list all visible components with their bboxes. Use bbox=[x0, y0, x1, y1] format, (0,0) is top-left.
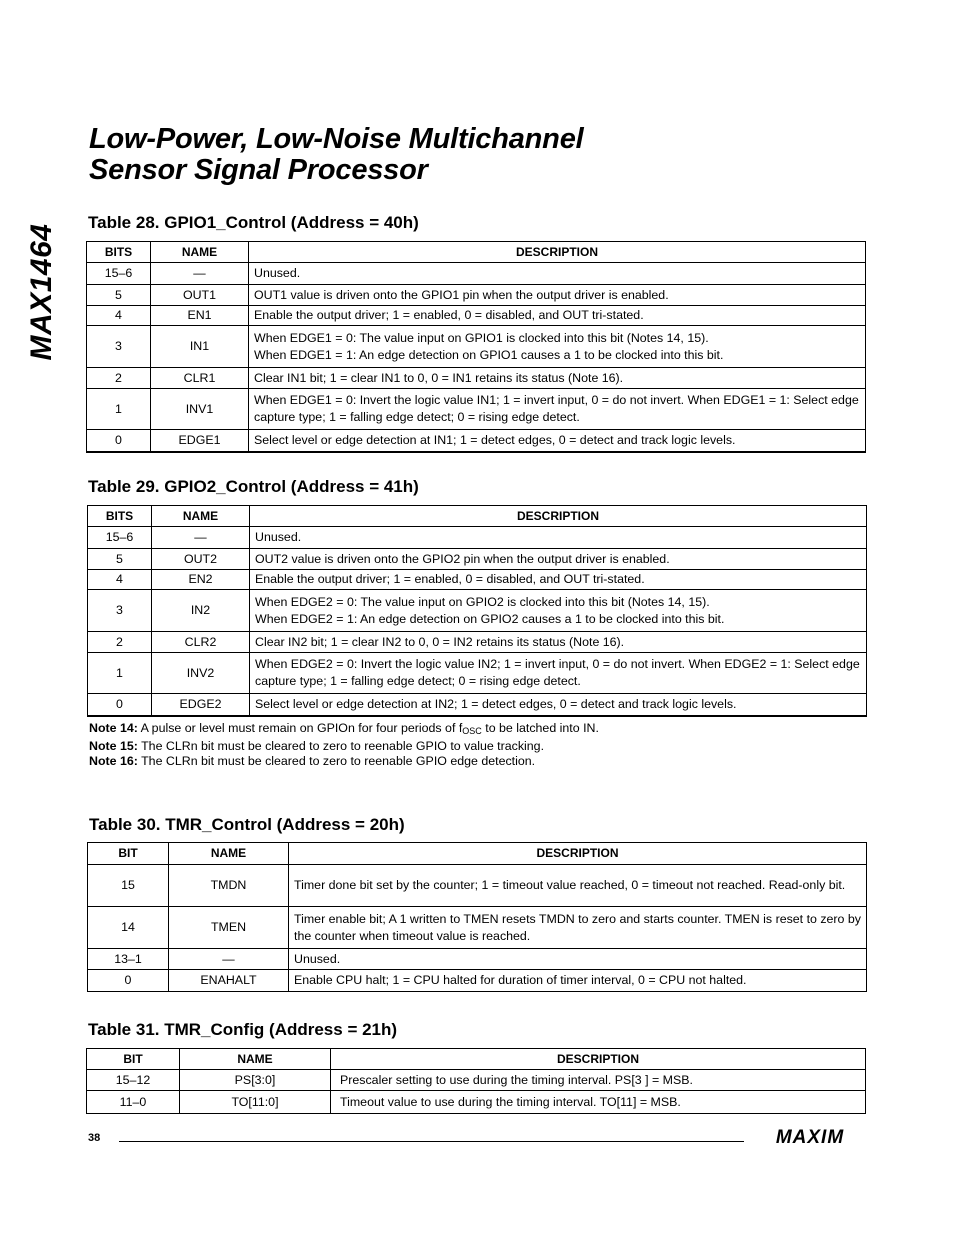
table-header-row bbox=[87, 242, 866, 263]
cell-bits: 15 bbox=[88, 865, 169, 907]
table30 bbox=[87, 842, 867, 992]
cell-description: Timer enable bit; A 1 written to TMEN resets TMDN to zero and starts counter. TMEN is reset to zero by the counter when timeout value is reached. bbox=[289, 907, 867, 949]
table31-caption: Table 31. TMR_Config (Address = 21h) bbox=[88, 1020, 398, 1039]
table-row bbox=[88, 949, 867, 970]
table-row bbox=[88, 527, 867, 549]
table28 bbox=[86, 241, 866, 453]
cell-bits: 2 bbox=[88, 632, 152, 653]
cell-name: PS[3:0] bbox=[180, 1070, 331, 1091]
table-row bbox=[87, 285, 866, 306]
cell-bits: 15–6 bbox=[88, 527, 152, 549]
table-row bbox=[88, 653, 867, 694]
table-row bbox=[87, 1091, 866, 1114]
note-15 bbox=[89, 739, 599, 754]
cell-name: CLR1 bbox=[151, 368, 249, 389]
col-header-name: NAME bbox=[151, 242, 249, 263]
col-header-name: NAME bbox=[180, 1049, 331, 1070]
maxim-logo bbox=[756, 1127, 864, 1145]
cell-name: INV2 bbox=[152, 653, 250, 694]
cell-description bbox=[249, 326, 866, 368]
table-header-row bbox=[88, 506, 867, 527]
cell-bits: 11–0 bbox=[87, 1091, 180, 1114]
table28-caption: Table 28. GPIO1_Control (Address = 40h) bbox=[88, 213, 419, 232]
table-header-row bbox=[87, 1049, 866, 1070]
table-row bbox=[88, 694, 867, 716]
table-header-row bbox=[88, 843, 867, 865]
cell-name: TO[11:0] bbox=[180, 1091, 331, 1114]
description-line: When EDGE1 = 0: The value input on GPIO1 is clocked into this bit (Notes 14, 15). bbox=[254, 330, 709, 345]
table31 bbox=[86, 1048, 866, 1114]
col-header-description: DESCRIPTION bbox=[249, 242, 866, 263]
cell-bits: 0 bbox=[88, 970, 169, 992]
cell-bits: 13–1 bbox=[88, 949, 169, 970]
table29 bbox=[87, 505, 867, 717]
cell-name: OUT1 bbox=[151, 285, 249, 306]
note-14 bbox=[89, 721, 599, 739]
part-number: MAX1464 bbox=[25, 223, 58, 361]
cell-bits: 2 bbox=[87, 368, 151, 389]
cell-description: OUT1 value is driven onto the GPIO1 pin when the output driver is enabled. bbox=[249, 285, 866, 306]
cell-description: Clear IN2 bit; 1 = clear IN2 to 0, 0 = IN2 retains its status (Note 16). bbox=[250, 632, 867, 653]
part-number-sidebar bbox=[20, 212, 64, 372]
title-line-2: Sensor Signal Processor bbox=[89, 154, 428, 186]
table-row bbox=[88, 549, 867, 570]
col-header-bits: BITS bbox=[87, 242, 151, 263]
cell-name: IN1 bbox=[151, 326, 249, 368]
table-row bbox=[87, 368, 866, 389]
cell-name: CLR2 bbox=[152, 632, 250, 653]
note-label: Note 14: bbox=[89, 721, 138, 735]
col-header-name: NAME bbox=[169, 843, 289, 865]
col-header-name: NAME bbox=[152, 506, 250, 527]
cell-name: — bbox=[152, 527, 250, 549]
cell-description: Select level or edge detection at IN1; 1 = detect edges, 0 = detect and track logic levels. bbox=[249, 430, 866, 452]
cell-description: Enable CPU halt; 1 = CPU halted for duration of timer interval, 0 = CPU not halted. bbox=[289, 970, 867, 992]
cell-description: Enable the output driver; 1 = enabled, 0 = disabled, and OUT tri-stated. bbox=[250, 570, 867, 590]
note-text: The CLRn bit must be cleared to zero to reenable GPIO to value tracking. bbox=[141, 739, 545, 753]
col-header-bits: BITS bbox=[88, 506, 152, 527]
cell-name: EN2 bbox=[152, 570, 250, 590]
cell-bits: 5 bbox=[87, 285, 151, 306]
table-row bbox=[87, 306, 866, 326]
cell-description: Unused. bbox=[249, 263, 866, 285]
cell-bits: 1 bbox=[88, 653, 152, 694]
cell-name: IN2 bbox=[152, 590, 250, 632]
table-row bbox=[88, 865, 867, 907]
cell-bits: 14 bbox=[88, 907, 169, 949]
cell-name: ENAHALT bbox=[169, 970, 289, 992]
cell-name: EDGE2 bbox=[152, 694, 250, 716]
col-header-bit: BIT bbox=[88, 843, 169, 865]
cell-name: — bbox=[151, 263, 249, 285]
cell-description: Clear IN1 bit; 1 = clear IN1 to 0, 0 = IN1 retains its status (Note 16). bbox=[249, 368, 866, 389]
table-row bbox=[88, 970, 867, 992]
cell-bits: 4 bbox=[88, 570, 152, 590]
cell-name: EN1 bbox=[151, 306, 249, 326]
table29-caption: Table 29. GPIO2_Control (Address = 41h) bbox=[88, 477, 419, 496]
page-number: 38 bbox=[88, 1132, 101, 1144]
cell-description: When EDGE1 = 0: Invert the logic value IN1; 1 = invert input, 0 = do not invert. When EDGE1 = 1: Select edge capture type; 1 = falling edge detect; 0 = rising edge detect. bbox=[249, 389, 866, 430]
description-line: When EDGE2 = 0: The value input on GPIO2 is clocked into this bit (Notes 14, 15). bbox=[255, 594, 710, 609]
table-row bbox=[87, 430, 866, 452]
table-row bbox=[87, 389, 866, 430]
footer-rule bbox=[119, 1141, 744, 1142]
table-row bbox=[88, 907, 867, 949]
cell-description: Timer done bit set by the counter; 1 = timeout value reached, 0 = timeout not reached. Read-only bit. bbox=[289, 865, 867, 907]
cell-name: INV1 bbox=[151, 389, 249, 430]
table-row bbox=[87, 1070, 866, 1091]
note-text: A pulse or level must remain on GPIOn for four periods of f bbox=[140, 721, 463, 735]
table-row bbox=[87, 326, 866, 368]
table-row bbox=[88, 632, 867, 653]
note-text: to be latched into IN. bbox=[485, 721, 599, 735]
cell-name: — bbox=[169, 949, 289, 970]
note-label: Note 16: bbox=[89, 754, 138, 768]
cell-bits: 15–6 bbox=[87, 263, 151, 285]
cell-description: Timeout value to use during the timing interval. TO[11] = MSB. bbox=[331, 1091, 866, 1114]
cell-bits: 4 bbox=[87, 306, 151, 326]
col-header-bit: BIT bbox=[87, 1049, 180, 1070]
cell-description: Unused. bbox=[289, 949, 867, 970]
cell-description: Prescaler setting to use during the timing interval. PS[3 ] = MSB. bbox=[331, 1070, 866, 1091]
col-header-description: DESCRIPTION bbox=[331, 1049, 866, 1070]
note-subscript: OSC bbox=[462, 726, 482, 736]
note-text: The CLRn bit must be cleared to zero to reenable GPIO edge detection. bbox=[141, 754, 536, 768]
cell-description bbox=[250, 590, 867, 632]
note-label: Note 15: bbox=[89, 739, 138, 753]
cell-name: OUT2 bbox=[152, 549, 250, 570]
cell-bits: 3 bbox=[88, 590, 152, 632]
notes bbox=[89, 721, 599, 769]
maxim-logo-text: MAXIM bbox=[775, 1127, 845, 1145]
table-row bbox=[88, 590, 867, 632]
cell-name: TMDN bbox=[169, 865, 289, 907]
note-16 bbox=[89, 754, 599, 769]
cell-bits: 0 bbox=[88, 694, 152, 716]
col-header-description: DESCRIPTION bbox=[250, 506, 867, 527]
title-line-1: Low-Power, Low-Noise Multichannel bbox=[89, 123, 584, 155]
table-row bbox=[88, 570, 867, 590]
table-row bbox=[87, 263, 866, 285]
cell-bits: 15–12 bbox=[87, 1070, 180, 1091]
cell-name: TMEN bbox=[169, 907, 289, 949]
cell-name: EDGE1 bbox=[151, 430, 249, 452]
cell-bits: 1 bbox=[87, 389, 151, 430]
cell-description: Unused. bbox=[250, 527, 867, 549]
description-line: When EDGE2 = 1: An edge detection on GPIO2 causes a 1 to be clocked into this bit. bbox=[255, 611, 725, 626]
cell-description: When EDGE2 = 0: Invert the logic value IN2; 1 = invert input, 0 = do not invert. When EDGE2 = 1: Select edge capture type; 1 = falling edge detect; 0 = rising edge detect. bbox=[250, 653, 867, 694]
col-header-description: DESCRIPTION bbox=[289, 843, 867, 865]
cell-description: OUT2 value is driven onto the GPIO2 pin when the output driver is enabled. bbox=[250, 549, 867, 570]
cell-bits: 0 bbox=[87, 430, 151, 452]
table30-caption: Table 30. TMR_Control (Address = 20h) bbox=[89, 815, 405, 834]
cell-bits: 3 bbox=[87, 326, 151, 368]
cell-description: Select level or edge detection at IN2; 1 = detect edges, 0 = detect and track logic levels. bbox=[250, 694, 867, 716]
cell-bits: 5 bbox=[88, 549, 152, 570]
cell-description: Enable the output driver; 1 = enabled, 0 = disabled, and OUT tri-stated. bbox=[249, 306, 866, 326]
page-title bbox=[89, 124, 584, 186]
description-line: When EDGE1 = 1: An edge detection on GPIO1 causes a 1 to be clocked into this bit. bbox=[254, 347, 724, 362]
